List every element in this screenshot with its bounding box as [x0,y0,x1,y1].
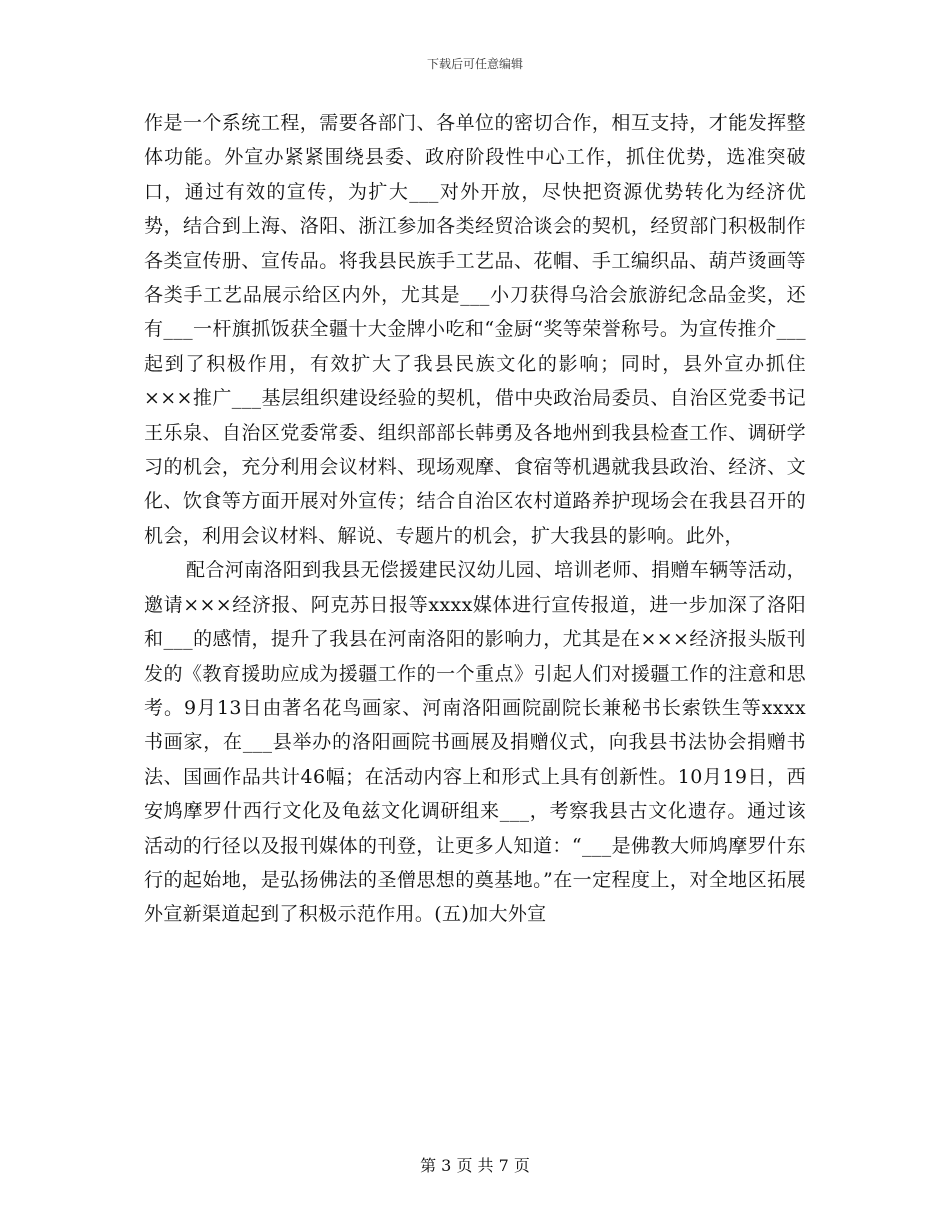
document-body [144,106,806,932]
paragraph: 配合河南洛阳到我县无偿援建民汉幼儿园、培训老师、捐赠车辆等活动，邀请×××经济报、阿克苏日报等xxxx媒体进行宣传报道，进一步加深了洛阳和___的感情，提升了我县在河南洛阳的影响力，尤其是在×××经济报头版刊发的《教育援助应成为援疆工作的一个重点》引起人们对援疆工作的注意和思考。9月13日由著名花鸟画家、河南洛阳画院副院长兼秘书长索铁生等xxxx书画家，在___县举办的洛阳画院书画展及捐赠仪式，向我县书法协会捐赠书法、国画作品共计46幅；在活动内容上和形式上具有创新性。10月19日，西安鸠摩罗什西行文化及龟兹文化调研组来___，考察我县古文化遗存。通过该活动的行径以及报刊媒体的刊登，让更多人知道：“___是佛教大师鸠摩罗什东行的起始地，是弘扬佛法的圣僧思想的奠基地。”在一定程度上，对全地区拓展外宣新渠道起到了积极示范作用。(五)加大外宣 [144,559,806,926]
page-header-note: 下载后可任意编辑 [426,57,523,71]
page-number-footer: 第 3 页 共 7 页 [420,1156,530,1175]
paragraph-continued: 作是一个系统工程，需要各部门、各单位的密切合作，相互支持，才能发挥整体功能。外宣办紧紧围绕县委、政府阶段性中心工作，抓住优势，选准突破口，通过有效的宣传，为扩大___对外开放，尽快把资源优势转化为经济优势，结合到上海、洛阳、浙江参加各类经贸洽谈会的契机，经贸部门积极制作各类宣传册、宣传品。将我县民族手工艺品、花帽、手工编织品、葫芦烫画等各类手工艺品展示给区内外，尤其是___小刀获得乌洽会旅游纪念品金奖，还有___一杆旗抓饭获全疆十大金牌小吃和“金厨“奖等荣誉称号。为宣传推介___起到了积极作用，有效扩大了我县民族文化的影响；同时，县外宣办抓住×××推广___基层组织建设经验的契机，借中央政治局委员、自治区党委书记王乐泉、自治区党委常委、组织部部长韩勇及各地州到我县检查工作、调研学习的机会，充分利用会议材料、现场观摩、食宿等机遇就我县政治、经济、文化、饮食等方面开展对外宣传；结合自治区农村道路养护现场会在我县召开的机会，利用会议材料、解说、专题片的机会，扩大我县的影响。此外， [144,112,806,547]
